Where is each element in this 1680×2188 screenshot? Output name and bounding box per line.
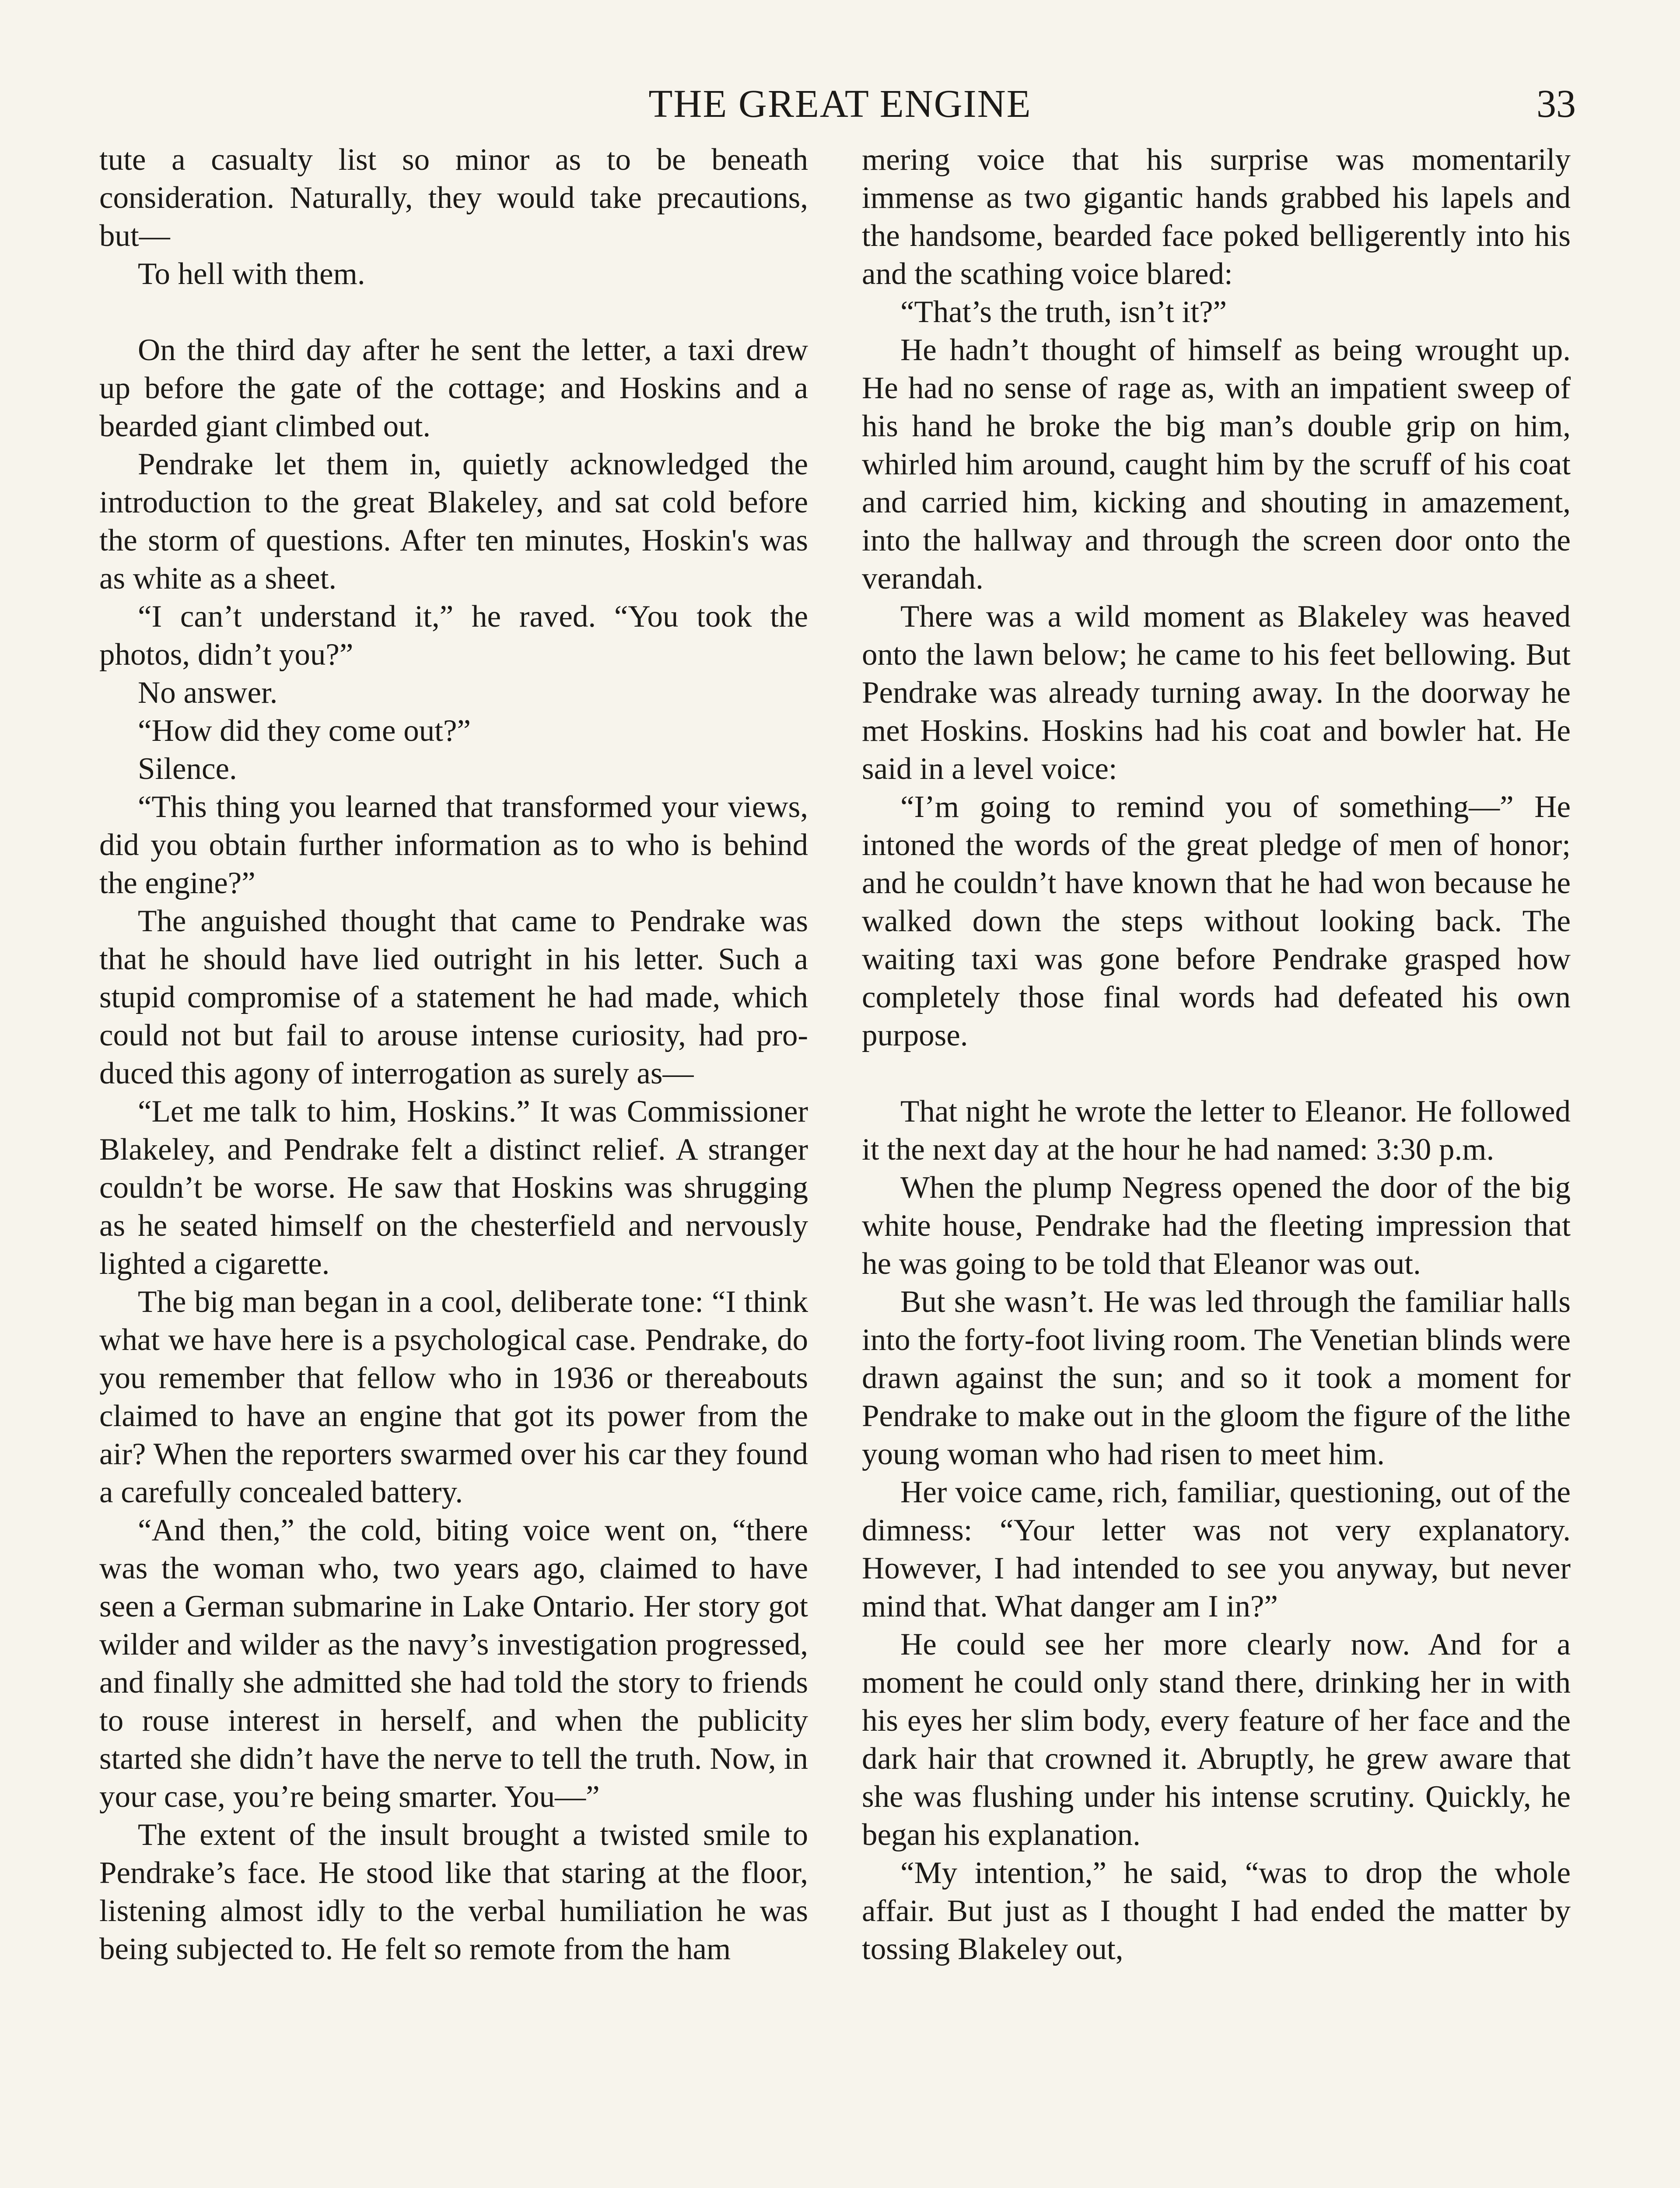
paragraph: “And then,” the cold, biting voice went on, “there was the woman who, two years ago, claimed to have seen a German submarine in Lake Ontario. Her story got wilder and wilder as the navy’s investigation progressed, and finally she admitted she had told the story to friends to rouse interest in herself, and when the publicity started she didn’t have the nerve to tell the truth. Now, in your case, you’re being smarter. You—” [99,1513,808,1814]
section-break [862,1055,1571,1093]
paragraph: tute a casualty list so minor as to be beneath consideration. Naturally, they would take precautions, but— [99,143,808,253]
paragraph: But she wasn’t. He was led through the familiar halls into the forty-foot living room. The Venetian blinds were drawn against the sun; and so it took a moment for Pendrake to make out in the gloom the figure of the lithe young woman who had risen to meet him. [862,1285,1571,1471]
paragraph: That night he wrote the letter to Eleanor. He followed it the next day at the hour he had named: 3:30 p.m. [862,1094,1571,1167]
page-header [0,78,1680,130]
right-column [862,141,1571,1968]
paragraph: Pendrake let them in, quietly acknowledged the introduction to the great Blakeley, and sat cold before the storm of questions. After ten minutes, Hoskin's was as white as a sheet. [99,447,808,596]
paragraph: mering voice that his surprise was momentarily immense as two gigantic hands grabbed his lapels and the handsome, bearded face poked belligerently into his and the scathing voice blared: [862,143,1571,291]
paragraph: “My intention,” he said, “was to drop the whole affair. But just as I thought I had ended the matter by tossing Blakeley out, [862,1856,1571,1966]
paragraph: “That’s the truth, isn’t it?” [900,295,1227,329]
paragraph: The anguished thought that came to Pendrake was that he should have lied outright in his letter. Such a stupid compromise of a statement he had made, which could not but fail to arouse intense curiosity, had produced this agony of interrogation as surely as— [99,904,808,1090]
paragraph: He could see her more clearly now. And for a moment he could only stand there, drinking her in with his eyes her slim body, every feature of her face and the dark hair that crowned it. Abruptly, he grew aware that she was flushing under his intense scrutiny. Quickly, he began his explanation. [862,1627,1571,1852]
paragraph: The extent of the insult brought a twisted smile to Pendrake’s face. He stood like that staring at the floor, listening almost idly to the verbal humiliation he was being subjected to. He felt so remote from the ham [99,1818,808,1966]
paragraph: Her voice came, rich, familiar, questioning, out of the dimness: “Your letter was not very explanatory. However, I had intended to see you anyway, but never mind that. What danger am I in?” [862,1475,1571,1623]
left-column [99,141,808,1968]
paragraph: To hell with them. [138,257,365,291]
paragraph: Silence. [138,752,237,786]
section-break [99,293,808,331]
paragraph: “How did they come out?” [138,714,471,748]
paragraph: “I’m going to remind you of something—” He intoned the words of the great pledge of men of honor; and he couldn’t have known that he had won because he walked down the steps without looking back. The waiting taxi was gone before Pendrake grasped how completely those final words had defeated his own purpose. [862,790,1571,1052]
paragraph: On the third day after he sent the letter, a taxi drew up before the gate of the cottage; and Hoskins and a bearded giant climbed out. [99,333,808,443]
paragraph: “This thing you learned that transformed your views, did you obtain further information as to who is behind the engine?” [99,790,808,900]
paragraph: There was a wild moment as Blakeley was heaved onto the lawn below; he came to his feet bellowing. But Pendrake was already turning away. In the doorway he met Hoskins. Hoskins had his coat and bowler hat. He said in a level voice: [862,600,1571,786]
running-title: THE GREAT ENGINE [648,82,1032,126]
paragraph: When the plump Negress opened the door of the big white house, Pendrake had the fleeting impression that he was going to be told that Eleanor was out. [862,1171,1571,1281]
page-number: 33 [1536,82,1576,126]
paragraph: No answer. [138,676,278,710]
paragraph: The big man began in a cool, deliberate tone: “I think what we have here is a psychological case. Pendrake, do you remember that fellow who in 1936 or thereabouts claimed to have an engine that got its power from the air? When the reporters swarmed over his car they found a carefully concealed battery. [99,1285,808,1509]
paragraph: “Let me talk to him, Hoskins.” It was Commissioner Blakeley, and Pendrake felt a distinct relief. A stranger couldn’t be worse. He saw that Hoskins was shrugging as he seated himself on the chesterfield and nervously lighted a cigarette. [99,1094,808,1281]
paragraph: “I can’t understand it,” he raved. “You took the photos, didn’t you?” [99,600,808,672]
paragraph: He hadn’t thought of himself as being wrought up. He had no sense of rage as, with an impatient sweep of his hand he broke the big man’s double grip on him, whirled him around, caught him by the scruff of his coat and carried him, kicking and shouting in amazement, into the hallway and through the screen door onto the verandah. [862,333,1571,596]
